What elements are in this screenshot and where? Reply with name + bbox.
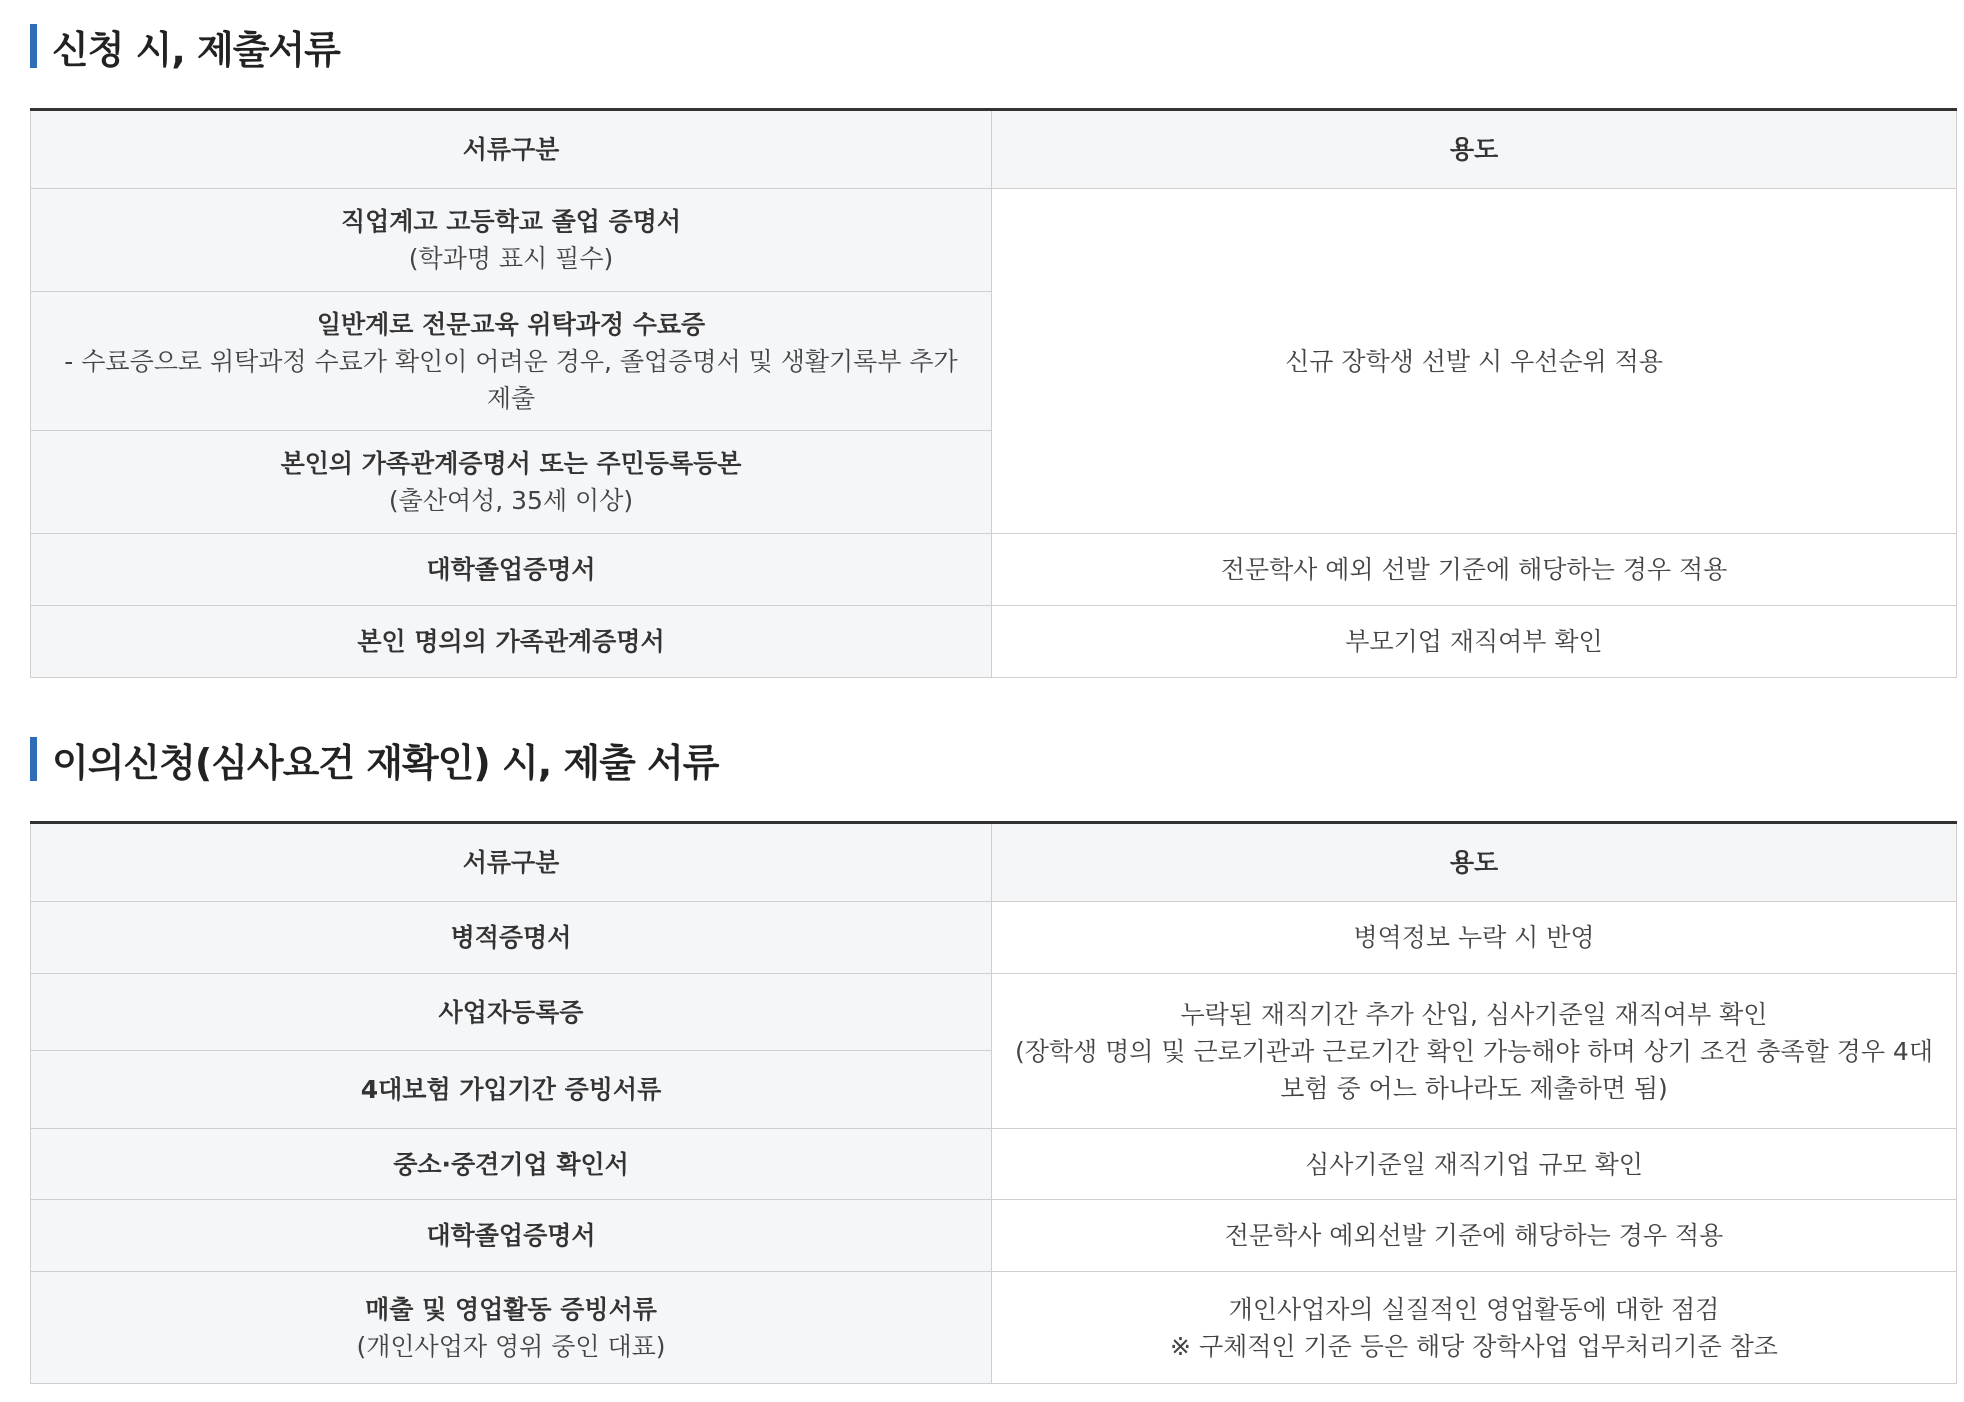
document-name: 본인 명의의 가족관계증명서 — [357, 627, 665, 656]
documents-table — [30, 821, 1957, 1384]
table-header-row — [31, 823, 1957, 902]
category-cell — [31, 431, 992, 534]
category-cell — [31, 292, 992, 431]
document-name: 매출 및 영업활동 증빙서류 — [365, 1294, 657, 1324]
document-note: (개인사업자 영위 중인 대표) — [356, 1331, 666, 1361]
table-row — [31, 1200, 1957, 1272]
title-accent-bar — [30, 737, 37, 781]
table-row — [31, 606, 1957, 678]
purpose-cell — [992, 974, 1957, 1129]
category-cell — [31, 1200, 992, 1272]
header-category: 서류구분 — [31, 110, 992, 189]
header-category: 서류구분 — [31, 823, 992, 902]
title-accent-bar — [30, 24, 37, 68]
document-name: 일반계로 전문교육 위탁과정 수료증 — [316, 309, 706, 339]
purpose-note: ※ 구체적인 기준 등은 해당 장학사업 업무처리기준 참조 — [1170, 1331, 1778, 1361]
table-row — [31, 902, 1957, 974]
table-row — [31, 1272, 1957, 1384]
document-name: 중소·중견기업 확인서 — [393, 1149, 629, 1179]
header-purpose: 용도 — [992, 823, 1957, 902]
purpose-line: 누락된 재직기간 추가 산입, 심사기준일 재직여부 확인 — [1180, 999, 1768, 1029]
purpose-cell: 전문학사 예외선발 기준에 해당하는 경우 적용 — [992, 1200, 1957, 1272]
section-title-text: 신청 시, 제출서류 — [52, 27, 340, 72]
category-cell — [31, 606, 992, 678]
table-header-row — [31, 110, 1957, 189]
document-name: 병적증명서 — [450, 923, 572, 952]
section-title-text: 이의신청(심사요건 재확인) 시, 제출 서류 — [52, 740, 719, 785]
purpose-cell — [992, 1272, 1957, 1384]
document-name: 대학졸업증명서 — [426, 555, 596, 584]
category-cell — [31, 534, 992, 606]
document-name: 본인의 가족관계증명서 또는 주민등록등본 — [280, 449, 742, 478]
document-note: (출산여성, 35세 이상) — [388, 486, 634, 515]
purpose-cell: 병역정보 누락 시 반영 — [992, 902, 1957, 974]
category-cell — [31, 1129, 992, 1200]
table-row — [31, 534, 1957, 606]
section-title — [30, 24, 340, 72]
document-note: (학과명 표시 필수) — [408, 244, 614, 273]
document-name: 사업자등록증 — [438, 997, 584, 1027]
table-row — [31, 189, 1957, 292]
category-cell — [31, 1272, 992, 1384]
purpose-cell: 전문학사 예외 선발 기준에 해당하는 경우 적용 — [992, 534, 1957, 606]
document-name: 4대보험 가입기간 증빙서류 — [360, 1075, 662, 1104]
purpose-line: 개인사업자의 실질적인 영업활동에 대한 점검 — [1228, 1294, 1720, 1324]
purpose-cell: 부모기업 재직여부 확인 — [992, 606, 1957, 678]
category-cell — [31, 974, 992, 1051]
category-cell — [31, 1051, 992, 1129]
section-title — [30, 737, 719, 785]
purpose-note: (장학생 명의 및 근로기관과 근로기간 확인 가능해야 하며 상기 조건 충족할 경우 4대 보험 중 어느 하나라도 제출하면 됨) — [1015, 1036, 1933, 1103]
purpose-cell: 신규 장학생 선발 시 우선순위 적용 — [992, 189, 1957, 534]
header-purpose: 용도 — [992, 110, 1957, 189]
category-cell — [31, 902, 992, 974]
document-note: - 수료증으로 위탁과정 수료가 확인이 어려운 경우, 졸업증명서 및 생활기록부 추가 제출 — [64, 346, 958, 413]
category-cell — [31, 189, 992, 292]
document-name: 대학졸업증명서 — [426, 1221, 596, 1250]
table-row — [31, 974, 1957, 1051]
documents-table — [30, 108, 1957, 678]
table-row — [31, 1129, 1957, 1200]
purpose-cell: 심사기준일 재직기업 규모 확인 — [992, 1129, 1957, 1200]
document-name: 직업계고 고등학교 졸업 증명서 — [340, 207, 682, 236]
